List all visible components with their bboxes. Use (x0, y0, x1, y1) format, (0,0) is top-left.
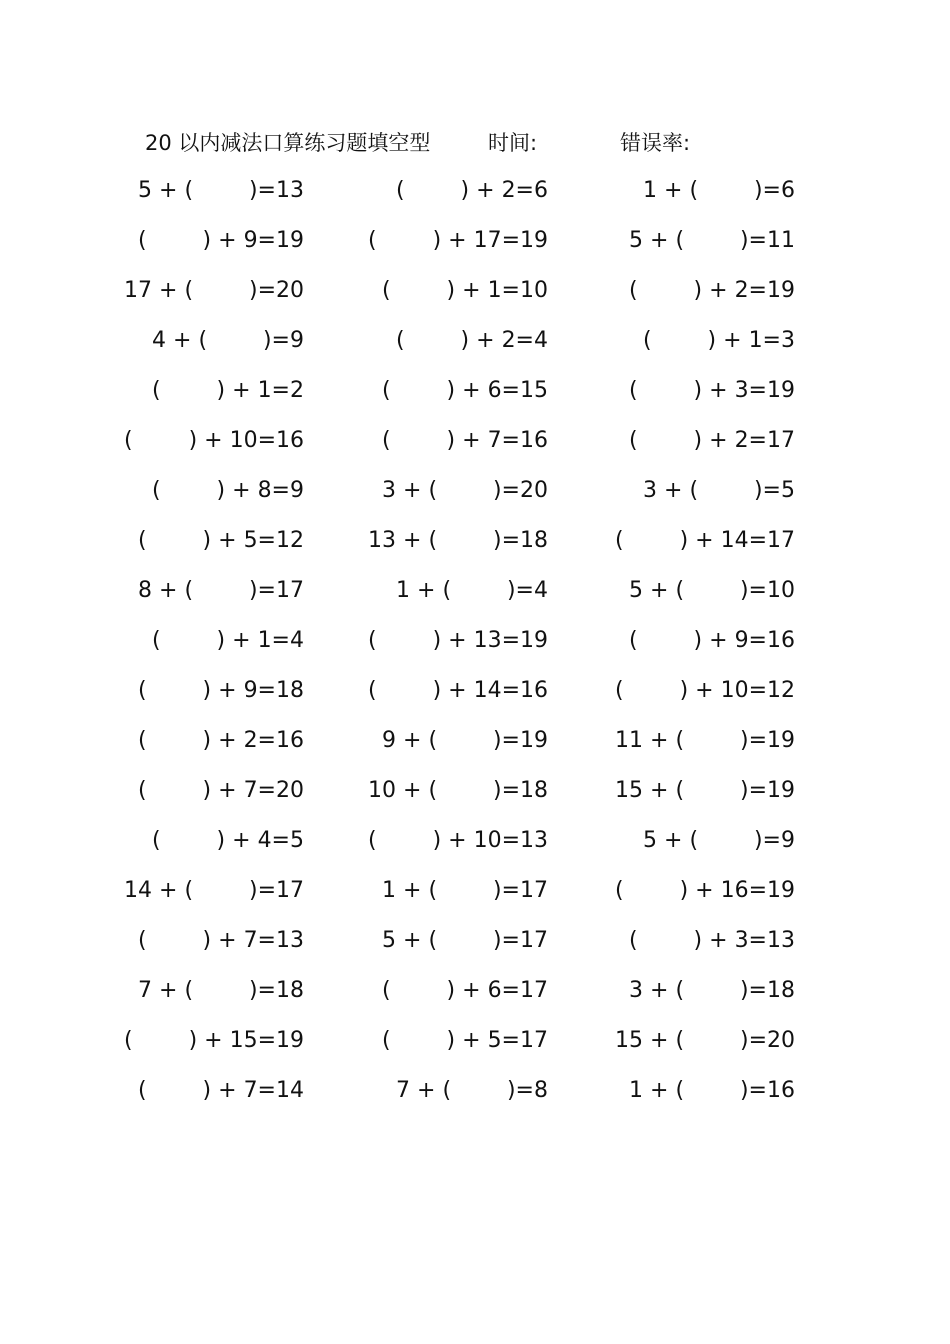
problem-row (0, 524, 950, 558)
problem-item: 1 + ( )=16 (629, 1078, 795, 1103)
problem-item: ( ) + 8=9 (152, 478, 304, 503)
worksheet-title: 20 以内减法口算练习题填空型 (145, 131, 431, 155)
problem-item: ( ) + 3=13 (629, 928, 795, 953)
problem-item: 8 + ( )=17 (138, 578, 304, 603)
problem-item: 5 + ( )=10 (629, 578, 795, 603)
problem-row (0, 774, 950, 808)
problem-item: 11 + ( )=19 (615, 728, 795, 753)
problem-row (0, 874, 950, 908)
problem-row (0, 824, 950, 858)
problem-item: 13 + ( )=18 (368, 528, 548, 553)
problem-item: ( ) + 2=19 (629, 278, 795, 303)
problem-item: ( ) + 14=17 (615, 528, 795, 553)
problem-item: ( ) + 2=6 (396, 178, 548, 203)
problem-item: ( ) + 2=4 (396, 328, 548, 353)
problem-item: ( ) + 1=3 (643, 328, 795, 353)
problem-item: 9 + ( )=19 (382, 728, 548, 753)
problem-item: 7 + ( )=18 (138, 978, 304, 1003)
problem-item: ( ) + 10=12 (615, 678, 795, 703)
problem-item: ( ) + 1=2 (152, 378, 304, 403)
problem-item: 15 + ( )=19 (615, 778, 795, 803)
problem-item: 17 + ( )=20 (124, 278, 304, 303)
time-label: 时间: (488, 131, 538, 155)
problem-item: 4 + ( )=9 (152, 328, 304, 353)
problem-item: 5 + ( )=13 (138, 178, 304, 203)
problem-item: 10 + ( )=18 (368, 778, 548, 803)
problem-row (0, 924, 950, 958)
problem-item: ( ) + 7=13 (138, 928, 304, 953)
problem-row (0, 174, 950, 208)
problem-row (0, 674, 950, 708)
problem-item: ( ) + 6=17 (382, 978, 548, 1003)
problem-item: 5 + ( )=17 (382, 928, 548, 953)
problem-item: ( ) + 1=10 (382, 278, 548, 303)
problem-row (0, 374, 950, 408)
problem-row (0, 624, 950, 658)
problem-item: ( ) + 9=16 (629, 628, 795, 653)
problem-item: 5 + ( )=9 (643, 828, 795, 853)
problem-item: 3 + ( )=20 (382, 478, 548, 503)
problem-item: ( ) + 5=17 (382, 1028, 548, 1053)
problem-item: 1 + ( )=4 (396, 578, 548, 603)
problem-item: ( ) + 7=20 (138, 778, 304, 803)
problem-item: 7 + ( )=8 (396, 1078, 548, 1103)
problem-item: ( ) + 7=14 (138, 1078, 304, 1103)
problem-item: 1 + ( )=17 (382, 878, 548, 903)
problem-row (0, 974, 950, 1008)
problem-row (0, 224, 950, 258)
problem-item: ( ) + 14=16 (368, 678, 548, 703)
problem-item: 5 + ( )=11 (629, 228, 795, 253)
problem-item: ( ) + 9=18 (138, 678, 304, 703)
problem-item: ( ) + 7=16 (382, 428, 548, 453)
problem-row (0, 424, 950, 458)
problem-item: ( ) + 10=16 (124, 428, 304, 453)
problem-item: ( ) + 16=19 (615, 878, 795, 903)
problem-row (0, 574, 950, 608)
problem-row (0, 1024, 950, 1058)
problem-item: ( ) + 9=19 (138, 228, 304, 253)
problem-row (0, 324, 950, 358)
problem-item: ( ) + 1=4 (152, 628, 304, 653)
problem-row (0, 724, 950, 758)
problem-row (0, 474, 950, 508)
problem-item: 15 + ( )=20 (615, 1028, 795, 1053)
problem-item: ( ) + 3=19 (629, 378, 795, 403)
problem-item: 3 + ( )=5 (643, 478, 795, 503)
error-rate-label: 错误率: (620, 131, 691, 155)
worksheet-header (145, 126, 845, 160)
problem-item: ( ) + 4=5 (152, 828, 304, 853)
problem-item: ( ) + 2=17 (629, 428, 795, 453)
problem-row (0, 1074, 950, 1108)
problem-item: ( ) + 5=12 (138, 528, 304, 553)
problem-item: ( ) + 15=19 (124, 1028, 304, 1053)
problem-item: ( ) + 10=13 (368, 828, 548, 853)
problem-item: ( ) + 17=19 (368, 228, 548, 253)
problem-item: ( ) + 13=19 (368, 628, 548, 653)
problem-item: ( ) + 6=15 (382, 378, 548, 403)
problem-item: 14 + ( )=17 (124, 878, 304, 903)
problem-item: 1 + ( )=6 (643, 178, 795, 203)
problem-row (0, 274, 950, 308)
problem-item: 3 + ( )=18 (629, 978, 795, 1003)
problem-item: ( ) + 2=16 (138, 728, 304, 753)
